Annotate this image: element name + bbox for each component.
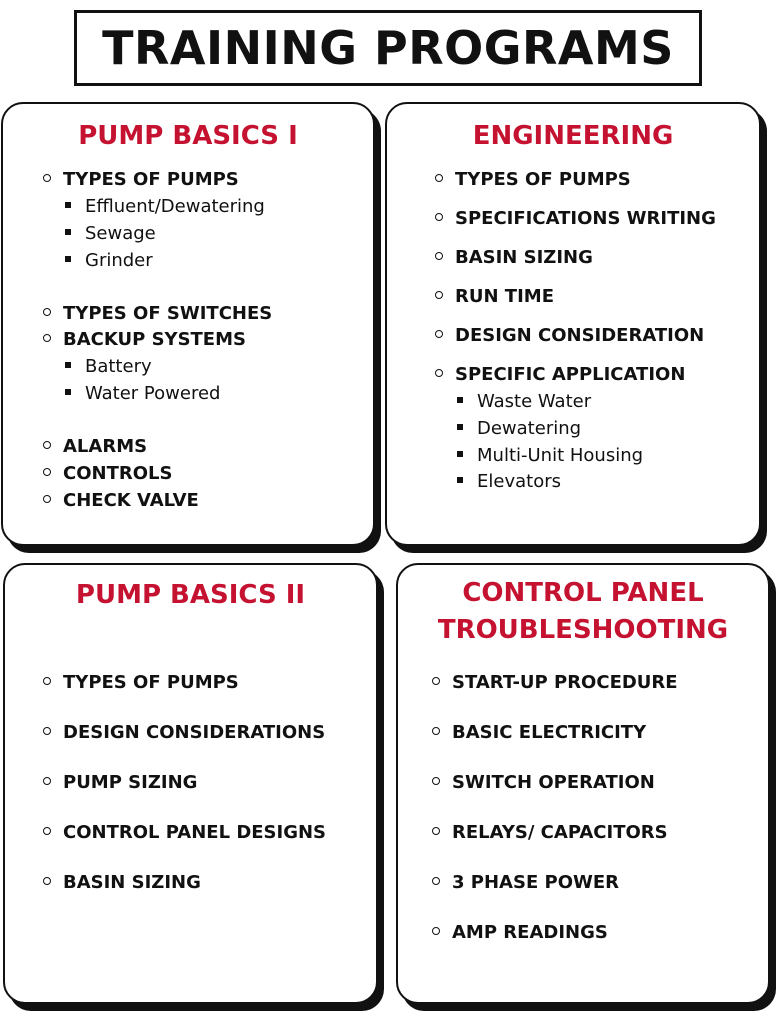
circle-bullet-icon <box>43 495 51 503</box>
list-item: 3 PHASE POWER <box>432 871 619 895</box>
circle-bullet-icon <box>432 927 440 935</box>
card-pump-basics-2 <box>3 563 378 1004</box>
card-title: PUMP BASICS I <box>78 121 298 151</box>
list-item: TYPES OF PUMPS <box>43 671 239 695</box>
sub-list-item: Water Powered <box>65 382 220 406</box>
circle-bullet-icon <box>432 727 440 735</box>
sub-list-item: Elevators <box>457 470 561 494</box>
list-item: START-UP PROCEDURE <box>432 671 678 695</box>
circle-bullet-icon <box>435 213 443 221</box>
sub-list-item: Multi-Unit Housing <box>457 444 643 468</box>
circle-bullet-icon <box>432 827 440 835</box>
list-item: DESIGN CONSIDERATION <box>435 324 704 348</box>
list-item: BASIN SIZING <box>43 871 201 895</box>
list-item: CONTROLS <box>43 462 172 486</box>
page-title-box <box>74 10 702 86</box>
square-bullet-icon <box>457 451 463 457</box>
circle-bullet-icon <box>435 369 443 377</box>
sub-list-item: Sewage <box>65 222 156 246</box>
square-bullet-icon <box>457 477 463 483</box>
square-bullet-icon <box>65 202 71 208</box>
list-item: RELAYS/ CAPACITORS <box>432 821 668 845</box>
list-item: RUN TIME <box>435 285 554 309</box>
circle-bullet-icon <box>43 677 51 685</box>
card-title: PUMP BASICS II <box>75 580 306 610</box>
list-item: DESIGN CONSIDERATIONS <box>43 721 325 745</box>
circle-bullet-icon <box>43 877 51 885</box>
square-bullet-icon <box>65 389 71 395</box>
circle-bullet-icon <box>43 441 51 449</box>
sub-list-item: Grinder <box>65 249 153 273</box>
list-item: BASIN SIZING <box>435 246 593 270</box>
circle-bullet-icon <box>432 877 440 885</box>
square-bullet-icon <box>65 256 71 262</box>
list-item: BACKUP SYSTEMS <box>43 328 246 352</box>
list-item: CONTROL PANEL DESIGNS <box>43 821 326 845</box>
circle-bullet-icon <box>43 827 51 835</box>
card-control-panel-troubleshooting <box>396 563 770 1004</box>
list-item: TYPES OF PUMPS <box>435 168 631 192</box>
circle-bullet-icon <box>43 174 51 182</box>
card-pump-basics-1 <box>1 102 375 546</box>
list-item: BASIC ELECTRICITY <box>432 721 646 745</box>
list-item: PUMP SIZING <box>43 771 197 795</box>
circle-bullet-icon <box>43 777 51 785</box>
list-item: ALARMS <box>43 435 147 459</box>
square-bullet-icon <box>65 362 71 368</box>
page-title: TRAINING PROGRAMS <box>102 21 674 75</box>
list-item: TYPES OF PUMPS <box>43 168 239 192</box>
card-title: ENGINEERING <box>472 121 674 151</box>
circle-bullet-icon <box>43 468 51 476</box>
list-item: AMP READINGS <box>432 921 608 945</box>
list-item: TYPES OF SWITCHES <box>43 302 272 326</box>
list-item: SWITCH OPERATION <box>432 771 655 795</box>
sub-list-item: Effluent/Dewatering <box>65 195 265 219</box>
square-bullet-icon <box>457 424 463 430</box>
sub-list-item: Battery <box>65 355 152 379</box>
circle-bullet-icon <box>435 252 443 260</box>
square-bullet-icon <box>65 229 71 235</box>
sub-list-item: Waste Water <box>457 390 591 414</box>
sub-list-item: Dewatering <box>457 417 581 441</box>
circle-bullet-icon <box>43 334 51 342</box>
circle-bullet-icon <box>432 777 440 785</box>
circle-bullet-icon <box>432 677 440 685</box>
card-title-line-1: CONTROL PANEL <box>462 578 704 608</box>
square-bullet-icon <box>457 397 463 403</box>
list-item: SPECIFICATIONS WRITING <box>435 207 716 231</box>
list-item: CHECK VALVE <box>43 489 199 513</box>
circle-bullet-icon <box>435 330 443 338</box>
card-title-line-2: TROUBLESHOOTING <box>437 615 729 645</box>
card-engineering <box>385 102 761 546</box>
circle-bullet-icon <box>435 291 443 299</box>
circle-bullet-icon <box>43 308 51 316</box>
list-item: SPECIFIC APPLICATION <box>435 363 685 387</box>
circle-bullet-icon <box>43 727 51 735</box>
circle-bullet-icon <box>435 174 443 182</box>
